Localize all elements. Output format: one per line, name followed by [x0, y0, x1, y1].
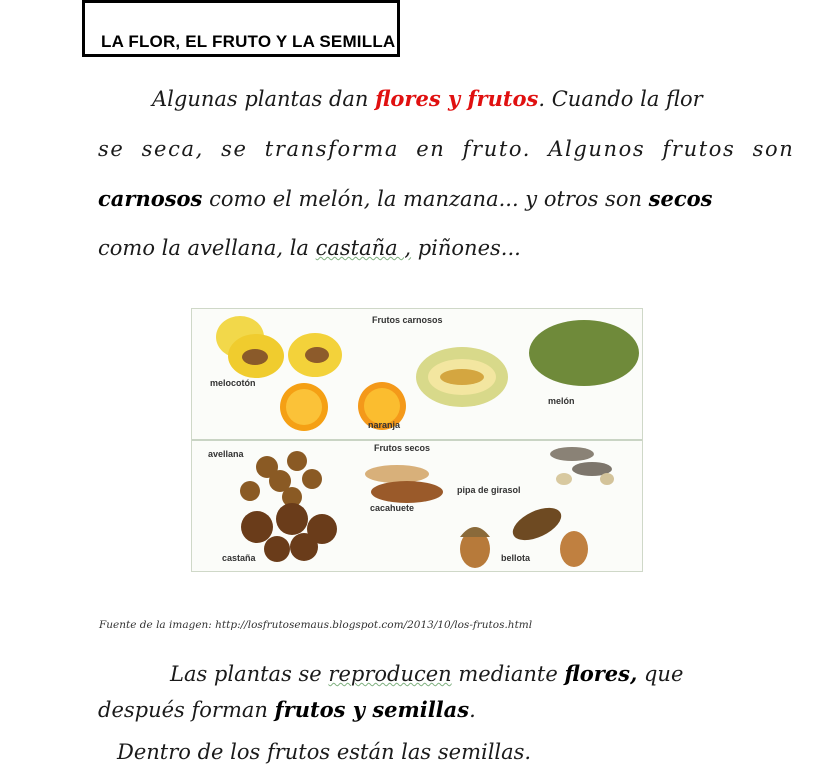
word-reproducen: reproducen	[328, 662, 452, 686]
hazelnut-image	[240, 451, 322, 507]
paragraph-1-line-2: se seca, se transforma en fruto. Algunos frutos son	[98, 137, 795, 161]
paragraph-3: Dentro de los frutos están las semillas.	[117, 740, 532, 764]
label-castana: castaña	[222, 553, 256, 563]
word-carnosos: carnosos	[98, 186, 203, 211]
label-melon: melón	[548, 396, 575, 406]
paragraph-2-line-1: Las plantas se reproducen mediante flores, que	[170, 661, 684, 686]
label-avellana: avellana	[208, 449, 244, 459]
label-naranja: naranja	[368, 420, 401, 430]
spellcheck-castana: castaña ,	[315, 236, 412, 260]
label-cacahuete: cacahuete	[370, 503, 415, 513]
peanut-image	[365, 465, 443, 503]
figure-heading-carnosos: Frutos carnosos	[372, 315, 443, 325]
fruits-figure	[191, 308, 643, 572]
word-flores: flores,	[564, 661, 638, 686]
label-pipa-de-girasol: pipa de girasol	[457, 485, 521, 495]
words-frutos-y-semillas: frutos y semillas	[274, 697, 470, 722]
paragraph-1-line-3: carnosos como el melón, la manzana... y otros son secos	[98, 186, 713, 211]
paragraph-1-line-1: Algunas plantas dan flores y frutos. Cuando la flor	[152, 86, 703, 111]
page-title: LA FLOR, EL FRUTO Y LA SEMILLA	[101, 32, 396, 51]
paragraph-1-line-4: como la avellana, la castaña , piñones...	[98, 236, 521, 260]
image-source-caption: Fuente de la imagen: http://losfrutosemaus.blogspot.com/2013/10/los-frutos.html	[99, 619, 533, 631]
peach-image	[216, 316, 342, 378]
melon-image	[416, 320, 639, 407]
paragraph-2-line-2: después forman frutos y semillas.	[98, 697, 476, 722]
title-box	[82, 0, 400, 57]
fruits-illustration	[192, 309, 642, 571]
label-bellota: bellota	[501, 553, 531, 563]
word-secos: secos	[648, 186, 713, 211]
highlight-flores-y-frutos: flores y frutos	[375, 86, 539, 111]
sunflower-seed-image	[550, 447, 614, 485]
label-melocoton: melocotón	[210, 378, 256, 388]
figure-heading-secos: Frutos secos	[374, 443, 431, 453]
